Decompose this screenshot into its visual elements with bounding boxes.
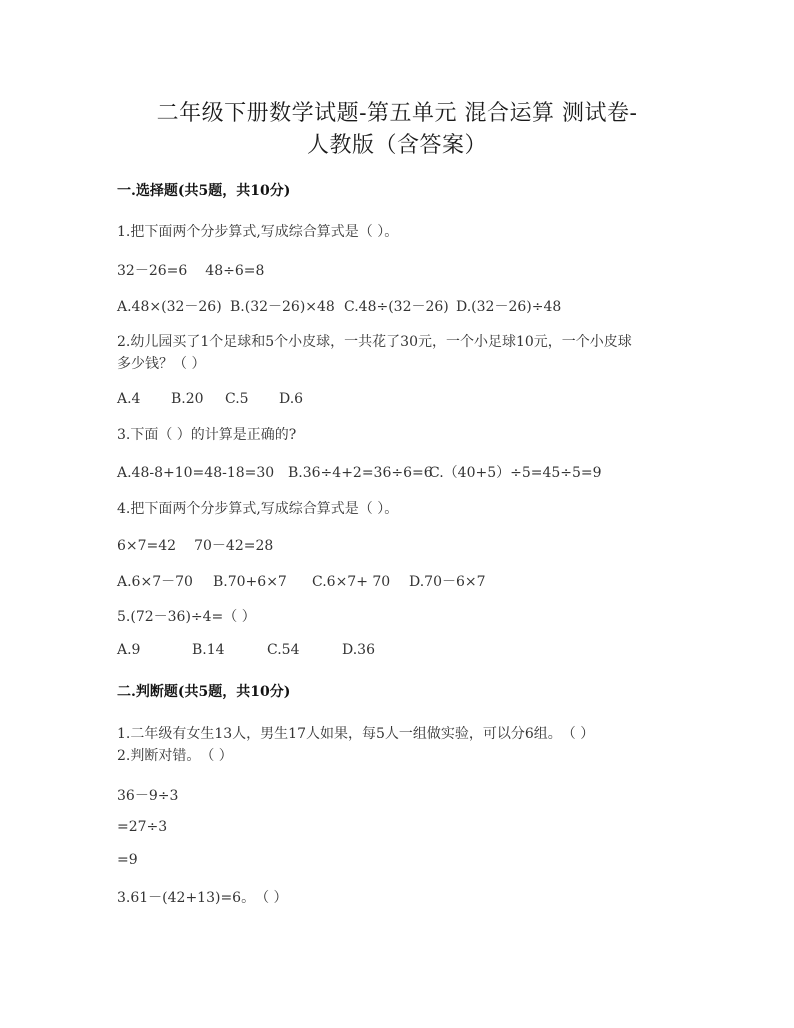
question-2-options [117, 391, 333, 407]
judge-question-2-step-3: =9 [117, 852, 138, 868]
question-1-given-a: 32－26=6 [117, 263, 188, 279]
page-title-line1: 二年级下册数学试题-第五单元 混合运算 测试卷- [156, 101, 638, 126]
question-1-option-c[interactable]: C.48÷(32－26) [344, 299, 449, 315]
question-5-option-b[interactable]: B.14 [192, 642, 225, 658]
question-3-option-a[interactable]: A.48-8+10=48-18=30 [117, 465, 275, 481]
question-2-option-c[interactable]: C.5 [225, 391, 249, 407]
judge-question-3: 3.61－(42+13)=6。 （ ） [117, 890, 288, 906]
question-2-text-line2: 多少钱？（ ） [117, 356, 206, 372]
question-1-given-b: 48÷6=8 [205, 263, 265, 279]
question-1-given [117, 260, 264, 280]
judge-question-1: 1.二年级有女生13人，男生17人如果，每5人一组做实验，可以分6组。 （ ） [117, 726, 595, 742]
question-4-option-b[interactable]: B.70+6×7 [213, 574, 287, 590]
question-2-option-a[interactable]: A.4 [117, 391, 141, 407]
question-4-option-d[interactable]: D.70－6×7 [409, 574, 486, 590]
question-5-text: 5.(72－36)÷4=（ ） [117, 609, 256, 625]
question-2-text-line1: 2.幼儿园买了1个足球和5个小皮球，一共花了30元，一个小足球10元，一个小皮球 [117, 334, 632, 350]
question-3-text: 3.下面（ ）的计算是正确的? [117, 427, 297, 443]
judge-question-2-step-2: =27÷3 [117, 819, 168, 835]
judge-question-2-step-1: 36－9÷3 [117, 788, 179, 804]
question-5-option-a[interactable]: A.9 [117, 642, 141, 658]
question-5-option-d[interactable]: D.36 [342, 642, 375, 658]
question-3-options [117, 462, 602, 482]
question-3-option-c[interactable]: C.（40+5）÷5=45÷5=9 [429, 465, 602, 481]
question-1-option-d[interactable]: D.(32－26)÷48 [456, 299, 562, 315]
section2-heading: 二.判断题(共5题，共10分) [117, 684, 291, 700]
page-title-line2: 人教版（含答案） [306, 133, 487, 158]
question-4-option-a[interactable]: A.6×7－70 [117, 574, 193, 590]
question-4-given [117, 535, 273, 555]
question-1-text: 1.把下面两个分步算式,写成综合算式是（ ）。 [117, 224, 399, 240]
question-4-given-b: 70－42=28 [194, 538, 274, 554]
question-1-option-a[interactable]: A.48×(32－26) [117, 299, 222, 315]
question-1-options [117, 296, 561, 316]
question-3-option-b[interactable]: B.36÷4+2=36÷6=6 [288, 465, 433, 481]
judge-question-2: 2.判断对错。 （ ） [117, 748, 233, 764]
question-5-options [117, 642, 417, 658]
question-4-option-c[interactable]: C.6×7+ 70 [312, 574, 391, 590]
question-4-options [117, 571, 486, 591]
question-2-option-d[interactable]: D.6 [279, 391, 304, 407]
question-5-option-c[interactable]: C.54 [267, 642, 300, 658]
question-4-given-a: 6×7=42 [117, 538, 177, 554]
question-4-text: 4.把下面两个分步算式,写成综合算式是（ ）。 [117, 501, 399, 517]
section1-heading: 一.选择题(共5题，共10分) [117, 183, 291, 199]
question-1-option-b[interactable]: B.(32－26)×48 [230, 299, 335, 315]
question-2-option-b[interactable]: B.20 [171, 391, 204, 407]
